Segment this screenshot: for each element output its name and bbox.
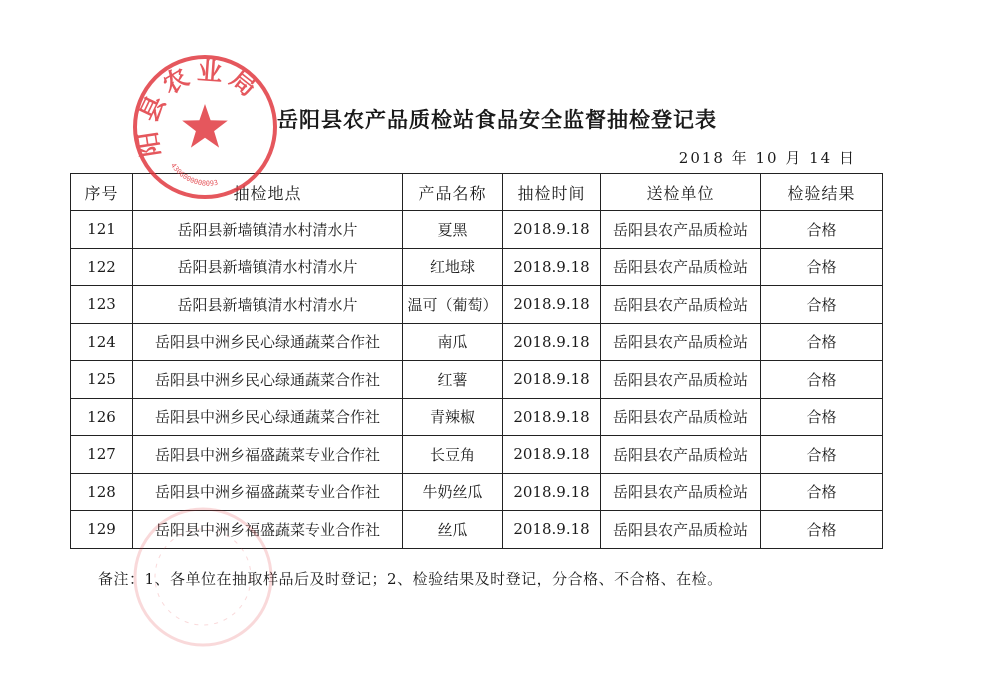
cell-date: 2018.9.18 [503, 436, 601, 474]
footnote: 备注：1、各单位在抽取样品后及时登记；2、检验结果及时登记，分合格、不合格、在检。 [98, 570, 723, 588]
cell-location: 岳阳县中洲乡民心绿通蔬菜合作社 [133, 323, 403, 361]
cell-result: 合格 [761, 473, 883, 511]
cell-location: 岳阳县中洲乡福盛蔬菜专业合作社 [133, 436, 403, 474]
table-row [71, 211, 883, 249]
header-cell-result: 检验结果 [761, 174, 883, 211]
cell-serial: 126 [71, 398, 133, 436]
cell-product: 南瓜 [403, 323, 503, 361]
cell-product: 丝瓜 [403, 511, 503, 549]
svg-text:阳县农业局: 阳县农业局 [132, 56, 268, 159]
cell-date: 2018.9.18 [503, 211, 601, 249]
inspection-register-table [70, 173, 883, 549]
table-row [71, 286, 883, 324]
cell-result: 合格 [761, 361, 883, 399]
svg-text:4306000008093: 4306000008093 [169, 161, 219, 188]
cell-unit: 岳阳县农产品质检站 [601, 248, 761, 286]
cell-serial: 127 [71, 436, 133, 474]
cell-date: 2018.9.18 [503, 398, 601, 436]
cell-unit: 岳阳县农产品质检站 [601, 511, 761, 549]
official-seal-stamp [130, 52, 280, 202]
cell-serial: 123 [71, 286, 133, 324]
table-row [71, 361, 883, 399]
header-cell-product: 产品名称 [403, 174, 503, 211]
cell-product: 红薯 [403, 361, 503, 399]
table-row [71, 398, 883, 436]
star-icon [182, 104, 228, 148]
cell-location: 岳阳县中洲乡福盛蔬菜专业合作社 [133, 473, 403, 511]
cell-product: 青辣椒 [403, 398, 503, 436]
header-cell-location: 抽检地点 [133, 174, 403, 211]
cell-serial: 121 [71, 211, 133, 249]
cell-unit: 岳阳县农产品质检站 [601, 398, 761, 436]
cell-product: 温可（葡萄） [403, 286, 503, 324]
cell-unit: 岳阳县农产品质检站 [601, 211, 761, 249]
table-row [71, 323, 883, 361]
header-cell-unit: 送检单位 [601, 174, 761, 211]
header-cell-date: 抽检时间 [503, 174, 601, 211]
cell-date: 2018.9.18 [503, 473, 601, 511]
cell-location: 岳阳县新墙镇清水村清水片 [133, 248, 403, 286]
cell-result: 合格 [761, 323, 883, 361]
cell-result: 合格 [761, 211, 883, 249]
cell-date: 2018.9.18 [503, 511, 601, 549]
cell-location: 岳阳县新墙镇清水村清水片 [133, 286, 403, 324]
document-title: 岳阳县农产品质检站食品安全监督抽检登记表 [277, 108, 717, 132]
cell-result: 合格 [761, 436, 883, 474]
table-row [71, 436, 883, 474]
cell-unit: 岳阳县农产品质检站 [601, 286, 761, 324]
cell-product: 夏黑 [403, 211, 503, 249]
cell-date: 2018.9.18 [503, 286, 601, 324]
cell-result: 合格 [761, 398, 883, 436]
cell-date: 2018.9.18 [503, 248, 601, 286]
cell-location: 岳阳县新墙镇清水村清水片 [133, 211, 403, 249]
cell-unit: 岳阳县农产品质检站 [601, 361, 761, 399]
cell-unit: 岳阳县农产品质检站 [601, 323, 761, 361]
seal-ghost-impression [128, 502, 278, 652]
table-row [71, 248, 883, 286]
cell-product: 牛奶丝瓜 [403, 473, 503, 511]
cell-result: 合格 [761, 511, 883, 549]
cell-unit: 岳阳县农产品质检站 [601, 436, 761, 474]
cell-serial: 129 [71, 511, 133, 549]
cell-product: 长豆角 [403, 436, 503, 474]
cell-serial: 122 [71, 248, 133, 286]
cell-location: 岳阳县中洲乡福盛蔬菜专业合作社 [133, 511, 403, 549]
cell-serial: 125 [71, 361, 133, 399]
cell-result: 合格 [761, 286, 883, 324]
cell-product: 红地球 [403, 248, 503, 286]
cell-serial: 128 [71, 473, 133, 511]
document-date: 2018 年 10 月 14 日 [678, 149, 856, 167]
header-cell-serial: 序号 [71, 174, 133, 211]
cell-result: 合格 [761, 248, 883, 286]
cell-date: 2018.9.18 [503, 323, 601, 361]
cell-date: 2018.9.18 [503, 361, 601, 399]
cell-location: 岳阳县中洲乡民心绿通蔬菜合作社 [133, 361, 403, 399]
cell-serial: 124 [71, 323, 133, 361]
cell-location: 岳阳县中洲乡民心绿通蔬菜合作社 [133, 398, 403, 436]
cell-unit: 岳阳县农产品质检站 [601, 473, 761, 511]
